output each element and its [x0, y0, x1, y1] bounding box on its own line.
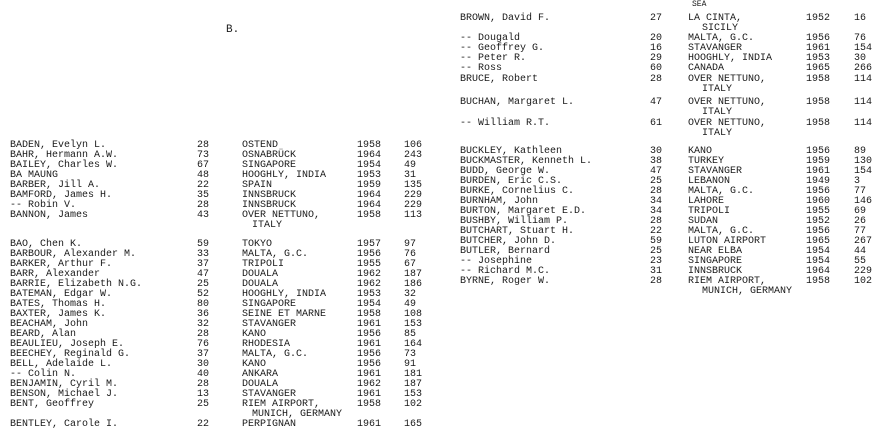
- entry-num: 130: [854, 156, 873, 167]
- entry-name: BARR, Alexander: [10, 269, 101, 280]
- entry-year: 1958: [806, 97, 831, 108]
- entry-age: 28: [197, 200, 210, 211]
- entry-place: TRIPOLI: [688, 206, 731, 217]
- entry-year: 1954: [806, 246, 831, 257]
- entry-num: 67: [404, 259, 417, 270]
- entry-num: 187: [404, 269, 423, 280]
- entry-name: -- Colin N.: [10, 369, 77, 380]
- entry-num: 102: [854, 276, 873, 287]
- entry-num: 32: [404, 289, 417, 300]
- entry-age: 43: [197, 210, 210, 221]
- entry-name: BEECHEY, Reginald G.: [10, 349, 131, 360]
- entry-place: MALTA, G.C.: [688, 33, 755, 44]
- entry-name: BEARD, Alan: [10, 329, 77, 340]
- entry-place: LA CINTA,: [688, 13, 743, 24]
- entry-age: 25: [650, 246, 663, 257]
- entry-place: NEAR ELBA: [688, 246, 743, 257]
- entry-age: 59: [650, 236, 663, 247]
- entry-year: 1956: [806, 146, 831, 157]
- entry-num: 26: [854, 216, 867, 227]
- entry-name: -- Richard M.C.: [460, 266, 551, 277]
- entry-place: STAVANGER: [688, 166, 743, 177]
- entry-name: BADEN, Evelyn L.: [10, 140, 107, 151]
- entry-name: BEAULIEU, Joseph E.: [10, 339, 125, 350]
- entry-name: BELL, Adelaide L.: [10, 359, 113, 370]
- entry-place: KANO: [242, 329, 267, 340]
- entry-age: 76: [197, 339, 210, 350]
- entry-place: HOOGHLY, INDIA: [688, 53, 773, 64]
- entry-year: 1958: [357, 140, 382, 151]
- entry-place: KANO: [688, 146, 713, 157]
- entry-num: 154: [854, 166, 873, 177]
- entry-year: 1958: [806, 74, 831, 85]
- entry-age: 27: [650, 13, 663, 24]
- entry-age: 22: [197, 180, 210, 191]
- entry-age: 34: [650, 206, 663, 217]
- entry-place2: MUNICH, GERMANY: [702, 286, 793, 297]
- entry-age: 28: [650, 216, 663, 227]
- entry-place: ANKARA: [242, 369, 279, 380]
- entry-place: MALTA, G.C.: [688, 186, 755, 197]
- entry-name: BANNON, James: [10, 210, 89, 221]
- entry-age: 80: [197, 299, 210, 310]
- entry-name: BAXTER, James K.: [10, 309, 107, 320]
- entry-num: 165: [404, 419, 423, 430]
- entry-age: 28: [650, 276, 663, 287]
- entry-place: MALTA, G.C.: [242, 349, 309, 360]
- entry-num: 102: [404, 399, 423, 410]
- entry-year: 1964: [357, 200, 382, 211]
- entry-place: CANADA: [688, 63, 725, 74]
- entry-name: -- Dougald: [460, 33, 521, 44]
- entry-place2: ITALY: [702, 128, 733, 139]
- entry-num: 154: [854, 43, 873, 54]
- entry-place2: ITALY: [252, 220, 283, 231]
- entry-name: BATEMAN, Edgar W.: [10, 289, 113, 300]
- entry-year: 1954: [806, 256, 831, 267]
- entry-place2: ITALY: [702, 107, 733, 118]
- entry-age: 35: [197, 190, 210, 201]
- entry-year: 1959: [357, 180, 382, 191]
- entry-num: 114: [854, 74, 873, 85]
- entry-age: 23: [650, 256, 663, 267]
- entry-name: BATES, Thomas H.: [10, 299, 107, 310]
- entry-num: 31: [404, 170, 417, 181]
- entry-num: 76: [404, 249, 417, 260]
- entry-num: 187: [404, 379, 423, 390]
- entry-name: BARBOUR, Alexander M.: [10, 249, 137, 260]
- entry-year: 1958: [357, 210, 382, 221]
- entry-year: 1961: [357, 419, 382, 430]
- entry-age: 37: [197, 259, 210, 270]
- entry-year: 1964: [806, 266, 831, 277]
- entry-age: 20: [650, 33, 663, 44]
- entry-num: 55: [854, 256, 867, 267]
- entry-year: 1961: [806, 43, 831, 54]
- entry-place: OVER NETTUNO,: [688, 118, 767, 129]
- entry-name: BAHR, Hermann A.W.: [10, 150, 119, 161]
- entry-place: STAVANGER: [242, 319, 297, 330]
- entry-age: 47: [650, 97, 663, 108]
- entry-age: 32: [197, 319, 210, 330]
- entry-name: BARRIE, Elizabeth N.G.: [10, 279, 143, 290]
- entry-name: BURNHAM, John: [460, 196, 539, 207]
- entry-year: 1962: [357, 379, 382, 390]
- entry-name: BUDD, George W.: [460, 166, 551, 177]
- entry-place: INNSBRUCK: [688, 266, 743, 277]
- entry-year: 1965: [806, 236, 831, 247]
- entry-age: 61: [650, 118, 663, 129]
- entry-place: HOOGHLY, INDIA: [242, 289, 327, 300]
- entry-num: 153: [404, 319, 423, 330]
- entry-place: KANO: [242, 359, 267, 370]
- entry-year: 1957: [357, 239, 382, 250]
- entry-name: BUTLER, Bernard: [460, 246, 551, 257]
- entry-num: 108: [404, 309, 423, 320]
- entry-year: 1960: [806, 196, 831, 207]
- entry-place: SEINE ET MARNE: [242, 309, 327, 320]
- entry-num: 267: [854, 236, 873, 247]
- entry-age: 38: [650, 156, 663, 167]
- entry-place: TRIPOLI: [242, 259, 285, 270]
- entry-num: 77: [854, 226, 867, 237]
- entry-year: 1952: [806, 216, 831, 227]
- entry-age: 25: [650, 176, 663, 187]
- entry-place: PERPIGNAN: [242, 419, 297, 430]
- entry-age: 28: [197, 379, 210, 390]
- entry-year: 1953: [357, 289, 382, 300]
- entry-place: DOUALA: [242, 279, 279, 290]
- entry-name: BYRNE, Roger W.: [460, 276, 551, 287]
- entry-age: 60: [650, 63, 663, 74]
- entry-place: RIEM AIRPORT,: [688, 276, 767, 287]
- entry-place: OVER NETTUNO,: [242, 210, 321, 221]
- entry-year: 1959: [806, 156, 831, 167]
- entry-year: 1954: [357, 160, 382, 171]
- entry-name: BAO, Chen K.: [10, 239, 83, 250]
- entry-num: 146: [854, 196, 873, 207]
- entry-name: BUTCHER, John D.: [460, 236, 557, 247]
- entry-num: 85: [404, 329, 417, 340]
- entry-name: BAMFORD, James H.: [10, 190, 113, 201]
- entry-age: 28: [650, 186, 663, 197]
- entry-age: 34: [650, 196, 663, 207]
- entry-year: 1956: [357, 349, 382, 360]
- entry-age: 37: [197, 349, 210, 360]
- entry-place: SPAIN: [242, 180, 273, 191]
- entry-age: 25: [197, 399, 210, 410]
- entry-year: 1962: [357, 279, 382, 290]
- entry-num: 97: [404, 239, 417, 250]
- entry-name: BURKE, Cornelius C.: [460, 186, 575, 197]
- entry-num: 114: [854, 118, 873, 129]
- entry-year: 1958: [806, 276, 831, 287]
- entry-num: 49: [404, 160, 417, 171]
- entry-num: 106: [404, 140, 423, 151]
- entry-age: 30: [650, 146, 663, 157]
- entry-place: SINGAPORE: [242, 160, 297, 171]
- entry-year: 1956: [357, 329, 382, 340]
- entry-year: 1952: [806, 13, 831, 24]
- entry-num: 91: [404, 359, 417, 370]
- entry-place: OVER NETTUNO,: [688, 74, 767, 85]
- entry-place2: ITALY: [702, 84, 733, 95]
- entry-age: 47: [650, 166, 663, 177]
- entry-name: BENJAMIN, Cyril M.: [10, 379, 119, 390]
- entry-num: 44: [854, 246, 867, 257]
- entry-year: 1961: [357, 339, 382, 350]
- entry-name: BENTLEY, Carole I.: [10, 419, 119, 430]
- entry-name: BARKER, Arthur F.: [10, 259, 113, 270]
- entry-age: 22: [197, 419, 210, 430]
- entry-num: 181: [404, 369, 423, 380]
- entry-place: TOKYO: [242, 239, 273, 250]
- entry-place: LAHORE: [688, 196, 725, 207]
- entry-num: 49: [404, 299, 417, 310]
- entry-age: 16: [650, 43, 663, 54]
- entry-age: 22: [650, 226, 663, 237]
- entry-year: 1956: [806, 33, 831, 44]
- entry-place: DOUALA: [242, 379, 279, 390]
- entry-year: 1964: [357, 190, 382, 201]
- entry-name: -- Geoffrey G.: [460, 43, 545, 54]
- entry-place: OVER NETTUNO,: [688, 97, 767, 108]
- entry-name: -- William R.T.: [460, 118, 551, 129]
- entry-num: 3: [854, 176, 861, 187]
- entry-age: 29: [650, 53, 663, 64]
- entry-age: 67: [197, 160, 210, 171]
- entry-place: STAVANGER: [688, 43, 743, 54]
- entry-year: 1958: [357, 309, 382, 320]
- entry-place: MALTA, G.C.: [688, 226, 755, 237]
- entry-year: 1961: [806, 166, 831, 177]
- entry-name: BENSON, Michael J.: [10, 389, 119, 400]
- entry-year: 1964: [357, 150, 382, 161]
- entry-num: 135: [404, 180, 423, 191]
- entry-year: 1954: [357, 299, 382, 310]
- entry-num: 77: [854, 186, 867, 197]
- entry-age: 73: [197, 150, 210, 161]
- entry-age: 36: [197, 309, 210, 320]
- entry-name: BURDEN, Eric C.S.: [460, 176, 563, 187]
- entry-num: 229: [854, 266, 873, 277]
- entry-num: 30: [854, 53, 867, 64]
- entry-name: BEACHAM, John: [10, 319, 89, 330]
- entry-name: BENT, Geoffrey: [10, 399, 95, 410]
- entry-name: BAILEY, Charles W.: [10, 160, 119, 171]
- entry-num: 243: [404, 150, 423, 161]
- entry-place: LUTON AIRPORT: [688, 236, 767, 247]
- entry-name: BUCHAN, Margaret L.: [460, 97, 575, 108]
- entry-place2: SICILY: [702, 23, 739, 34]
- entry-year: 1961: [357, 369, 382, 380]
- entry-age: 28: [197, 140, 210, 151]
- entry-year: 1956: [806, 186, 831, 197]
- entry-place: DOUALA: [242, 269, 279, 280]
- entry-age: 59: [197, 239, 210, 250]
- entry-year: 1953: [357, 170, 382, 181]
- entry-name: BROWN, David F.: [460, 13, 551, 24]
- entry-name: BARBER, Jill A.: [10, 180, 101, 191]
- entry-place: STAVANGER: [242, 389, 297, 400]
- entry-place: SINGAPORE: [688, 256, 743, 267]
- entry-num: 113: [404, 210, 423, 221]
- entry-place: SUDAN: [688, 216, 719, 227]
- entry-place: SINGAPORE: [242, 299, 297, 310]
- entry-name: BUTCHART, Stuart H.: [460, 226, 575, 237]
- entry-num: 16: [854, 13, 867, 24]
- entry-num: 229: [404, 190, 423, 201]
- entry-place2: MUNICH, GERMANY: [252, 409, 343, 420]
- entry-place: INNSBRUCK: [242, 200, 297, 211]
- entry-place: HOOGHLY, INDIA: [242, 170, 327, 181]
- entry-name: BUSHBY, William P.: [460, 216, 569, 227]
- entry-year: 1961: [357, 319, 382, 330]
- entry-name: BUCKMASTER, Kenneth L.: [460, 156, 593, 167]
- entry-place: LEBANON: [688, 176, 731, 187]
- entry-age: 28: [197, 329, 210, 340]
- entry-num: 186: [404, 279, 423, 290]
- entry-age: 47: [197, 269, 210, 280]
- top-fragment-text: SEA: [692, 0, 707, 9]
- entry-name: -- Ross: [460, 63, 503, 74]
- entry-place: TURKEY: [688, 156, 725, 167]
- entry-num: 73: [404, 349, 417, 360]
- entry-year: 1956: [357, 249, 382, 260]
- entry-year: 1956: [806, 226, 831, 237]
- entry-place: INNSBRUCK: [242, 190, 297, 201]
- entry-num: 76: [854, 33, 867, 44]
- entry-year: 1965: [806, 63, 831, 74]
- entry-year: 1958: [357, 399, 382, 410]
- entry-place: OSTEND: [242, 140, 279, 151]
- entry-name: BA MAUNG: [10, 170, 59, 181]
- entry-name: BURTON, Margaret E.D.: [460, 206, 587, 217]
- entry-year: 1956: [357, 359, 382, 370]
- entry-name: -- Josephine: [460, 256, 533, 267]
- entry-name: -- Peter R.: [460, 53, 527, 64]
- entry-age: 33: [197, 249, 210, 260]
- entry-num: 266: [854, 63, 873, 74]
- entry-age: 25: [197, 279, 210, 290]
- entry-year: 1953: [806, 53, 831, 64]
- entry-place: RHODESIA: [242, 339, 291, 350]
- entry-place: RIEM AIRPORT,: [242, 399, 321, 410]
- entry-year: 1962: [357, 269, 382, 280]
- entry-name: BUCKLEY, Kathleen: [460, 146, 563, 157]
- entry-name: -- Robin V.: [10, 200, 77, 211]
- section-letter: B.: [226, 24, 240, 36]
- entry-age: 48: [197, 170, 210, 181]
- entry-age: 30: [197, 359, 210, 370]
- entry-num: 114: [854, 97, 873, 108]
- entry-num: 69: [854, 206, 867, 217]
- entry-year: 1961: [357, 389, 382, 400]
- entry-num: 153: [404, 389, 423, 400]
- entry-year: 1955: [357, 259, 382, 270]
- entry-place: MALTA, G.C.: [242, 249, 309, 260]
- entry-num: 89: [854, 146, 867, 157]
- entry-name: BRUCE, Robert: [460, 74, 539, 85]
- entry-age: 13: [197, 389, 210, 400]
- entry-num: 164: [404, 339, 423, 350]
- entry-age: 52: [197, 289, 210, 300]
- entry-age: 31: [650, 266, 663, 277]
- entry-place: OSNABRÜCK: [242, 150, 297, 161]
- entry-year: 1949: [806, 176, 831, 187]
- entry-age: 28: [650, 74, 663, 85]
- entry-year: 1958: [806, 118, 831, 129]
- entry-year: 1955: [806, 206, 831, 217]
- entry-age: 40: [197, 369, 210, 380]
- entry-num: 229: [404, 200, 423, 211]
